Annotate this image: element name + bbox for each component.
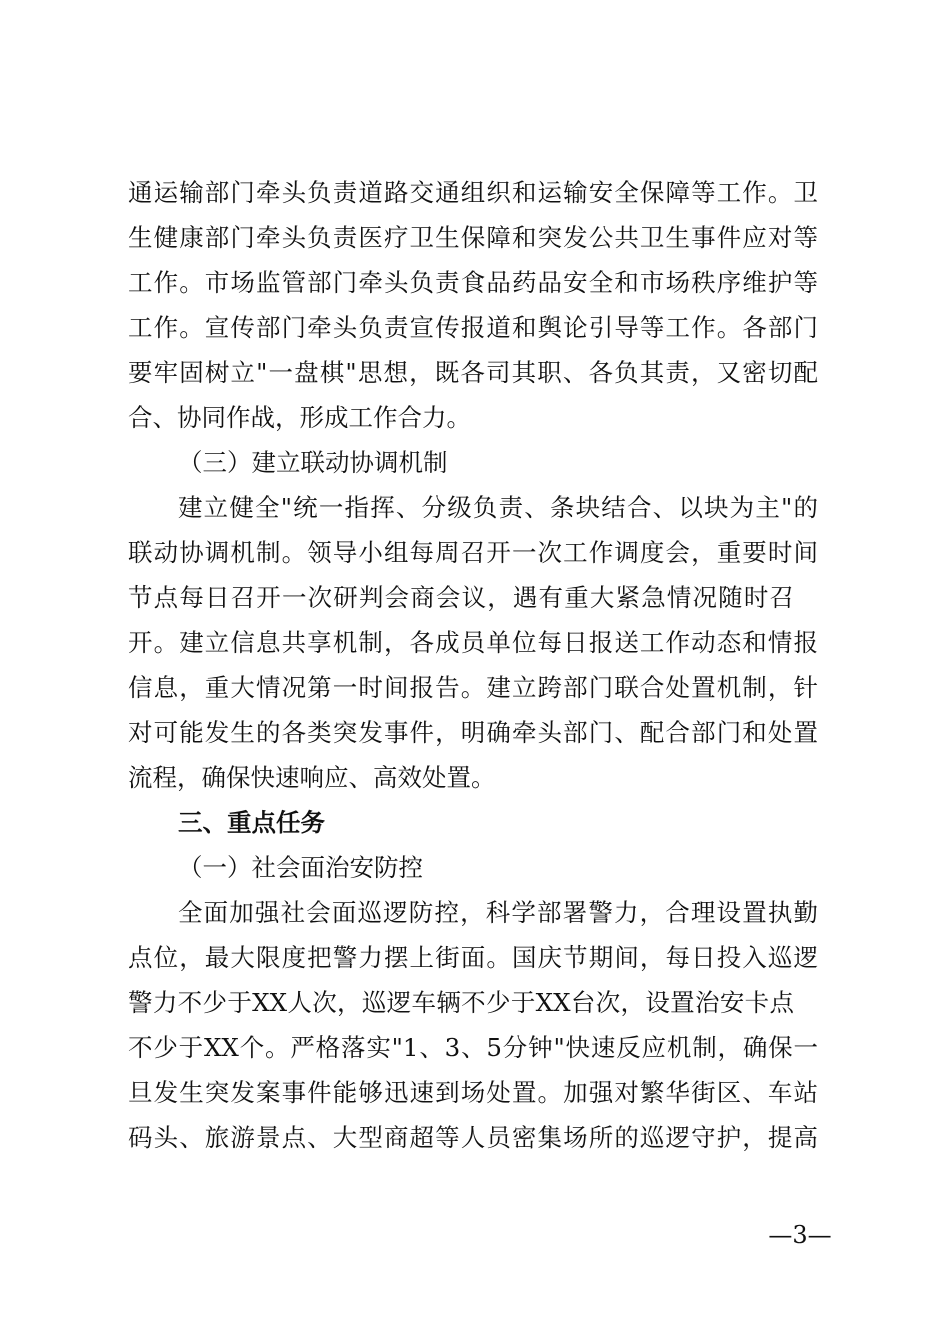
paragraph-line: 开。建立信息共享机制，各成员单位每日报送工作动态和情报 bbox=[128, 628, 818, 657]
paragraph-line: 对可能发生的各类突发事件，明确牵头部门、配合部门和处置 bbox=[128, 718, 818, 747]
paragraph-line: 全面加强社会面巡逻防控，科学部署警力，合理设置执勤 bbox=[178, 898, 818, 927]
section-heading: 三、重点任务 bbox=[178, 808, 325, 837]
paragraph-line: 不少于XX个。严格落实"1、3、5分钟"快速反应机制，确保一 bbox=[128, 1033, 818, 1062]
paragraph-line: 流程，确保快速响应、高效处置。 bbox=[128, 763, 496, 792]
section-subheading: （一）社会面治安防控 bbox=[178, 853, 423, 882]
paragraph-line: 生健康部门牵头负责医疗卫生保障和突发公共卫生事件应对等 bbox=[128, 223, 818, 252]
paragraph-line: 工作。市场监管部门牵头负责食品药品安全和市场秩序维护等 bbox=[128, 268, 818, 297]
section-subheading: （三）建立联动协调机制 bbox=[178, 448, 448, 477]
paragraph-line: 要牢固树立"一盘棋"思想，既各司其职、各负其责，又密切配 bbox=[128, 358, 818, 387]
paragraph-line: 码头、旅游景点、大型商超等人员密集场所的巡逻守护，提高 bbox=[128, 1123, 818, 1152]
page-number: —3— bbox=[768, 1221, 832, 1249]
paragraph-line: 节点每日召开一次研判会商会议，遇有重大紧急情况随时召 bbox=[128, 583, 794, 612]
paragraph-line: 警力不少于XX人次，巡逻车辆不少于XX台次，设置治安卡点 bbox=[128, 988, 794, 1017]
paragraph-line: 信息，重大情况第一时间报告。建立跨部门联合处置机制，针 bbox=[128, 673, 818, 702]
paragraph-line: 建立健全"统一指挥、分级负责、条块结合、以块为主"的 bbox=[178, 493, 818, 522]
paragraph-line: 合、协同作战，形成工作合力。 bbox=[128, 403, 471, 432]
paragraph-line: 点位，最大限度把警力摆上街面。国庆节期间，每日投入巡逻 bbox=[128, 943, 818, 972]
paragraph-line: 联动协调机制。领导小组每周召开一次工作调度会，重要时间 bbox=[128, 538, 818, 567]
paragraph-line: 通运输部门牵头负责道路交通组织和运输安全保障等工作。卫 bbox=[128, 178, 818, 207]
paragraph-line: 工作。宣传部门牵头负责宣传报道和舆论引导等工作。各部门 bbox=[128, 313, 818, 342]
paragraph-line: 旦发生突发案事件能够迅速到场处置。加强对繁华街区、车站 bbox=[128, 1078, 818, 1107]
